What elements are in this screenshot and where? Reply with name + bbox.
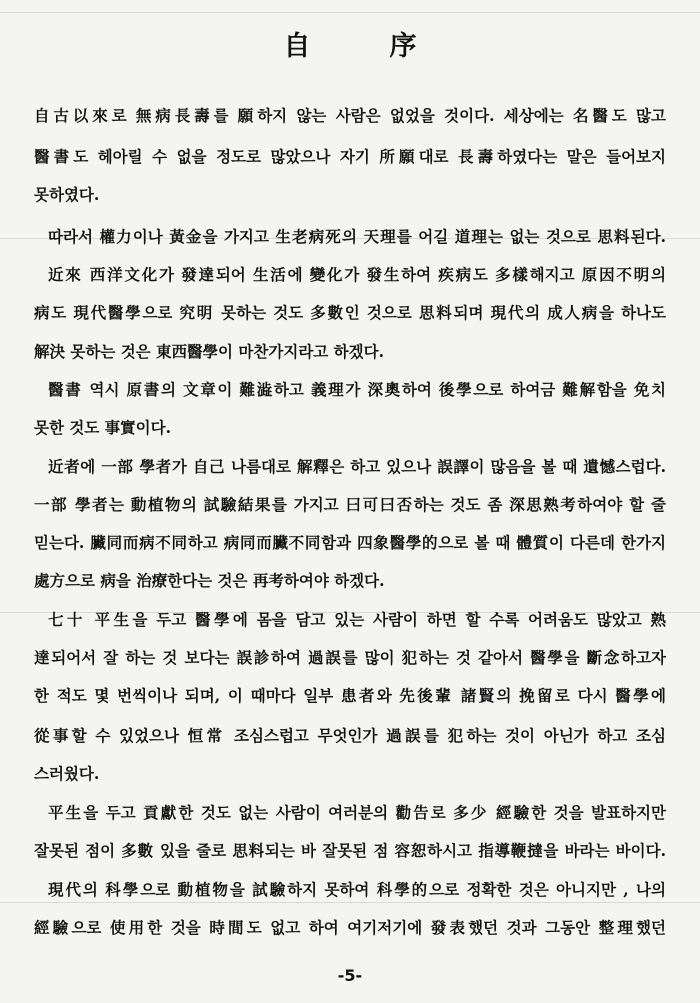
text-line: 못한 것도 事實이다.: [34, 418, 172, 437]
page-title: 自 序: [283, 31, 443, 62]
text-line: 한 적도 몇 번씩이나 되며, 이 때마다 일부 患者와 先後輩 諸賢의 挽留로 다시 醫學에: [34, 686, 666, 705]
text-line: 못하였다.: [34, 185, 100, 204]
bleed-through-line: [0, 902, 700, 903]
text-line: 따라서 權力이나 黃金을 가지고 生老病死의 天理를 어길 道理는 없는 것으로 思料된다.: [48, 227, 666, 246]
text-line: 一部 學者는 動植物의 試驗結果를 가지고 曰可曰否하는 것도 좀 深思熟考하여야 할 줄: [34, 495, 666, 514]
text-line: 經驗으로 使用한 것을 時間도 없고 하여 여기저기에 發表했던 것과 그동안 整理했던: [34, 918, 666, 937]
text-line: 믿는다. 臟同而病不同하고 病同而臟不同함과 四象醫學的으로 볼 때 體質이 다른데 한가지: [34, 533, 666, 552]
text-line: 處方으로 病을 治療한다는 것은 再考하여야 하겠다.: [34, 571, 385, 590]
text-line: 自古以來로 無病長壽를 願하지 않는 사람은 없었을 것이다. 세상에는 名醫도 많고: [34, 106, 666, 125]
text-line: 醫書 역시 原書의 文章이 難澁하고 義理가 深奧하여 後學으로 하여금 難解함을 免치: [48, 380, 666, 399]
text-line: 從事할 수 있었으나 恒常 조심스럽고 무엇인가 過誤를 犯하는 것이 아닌가 하고 조심: [34, 726, 666, 745]
text-line: 잘못된 점이 多數 있을 줄로 思料되는 바 잘못된 점 容恕하시고 指導鞭撻을 바라는 바이다.: [34, 841, 666, 860]
text-line: 現代의 科學으로 動植物을 試驗하지 못하여 科學的으로 정확한 것은 아니지만 , 나의: [48, 880, 666, 899]
bleed-through-line: [0, 12, 700, 13]
text-line: 七十 平生을 두고 醫學에 몸을 담고 있는 사람이 하면 할 수록 어려움도 많았고 熟: [48, 610, 666, 629]
text-line: 病도 現代醫學으로 究明 못하는 것도 多數인 것으로 思料되며 現代의 成人病을 하나도: [34, 303, 666, 322]
text-line: 近來 西洋文化가 發達되어 生活에 變化가 發生하여 疾病도 多樣해지고 原因不明의: [48, 265, 666, 284]
text-line: 達되어서 잘 하는 것 보다는 誤診하여 過誤를 많이 犯하는 것 같아서 醫學을 斷念하고자: [34, 648, 666, 667]
text-line: 解決 못하는 것은 東西醫學이 마찬가지라고 하겠다.: [34, 342, 384, 361]
text-line: 醫書도 헤아릴 수 없을 정도로 많았으나 자기 所願대로 長壽하였다는 말은 들어보지: [34, 147, 666, 166]
text-line: 近者에 一部 學者가 自己 나름대로 解釋은 하고 있으나 誤譯이 많음을 볼 때 遺憾스럽다.: [48, 457, 666, 476]
page-number: -5-: [337, 966, 363, 985]
text-line: 平生을 두고 貢獻한 것도 없는 사람이 여러분의 勸告로 多少 經驗한 것을 발표하지만: [48, 803, 666, 822]
text-line: 스러웠다.: [34, 764, 100, 783]
